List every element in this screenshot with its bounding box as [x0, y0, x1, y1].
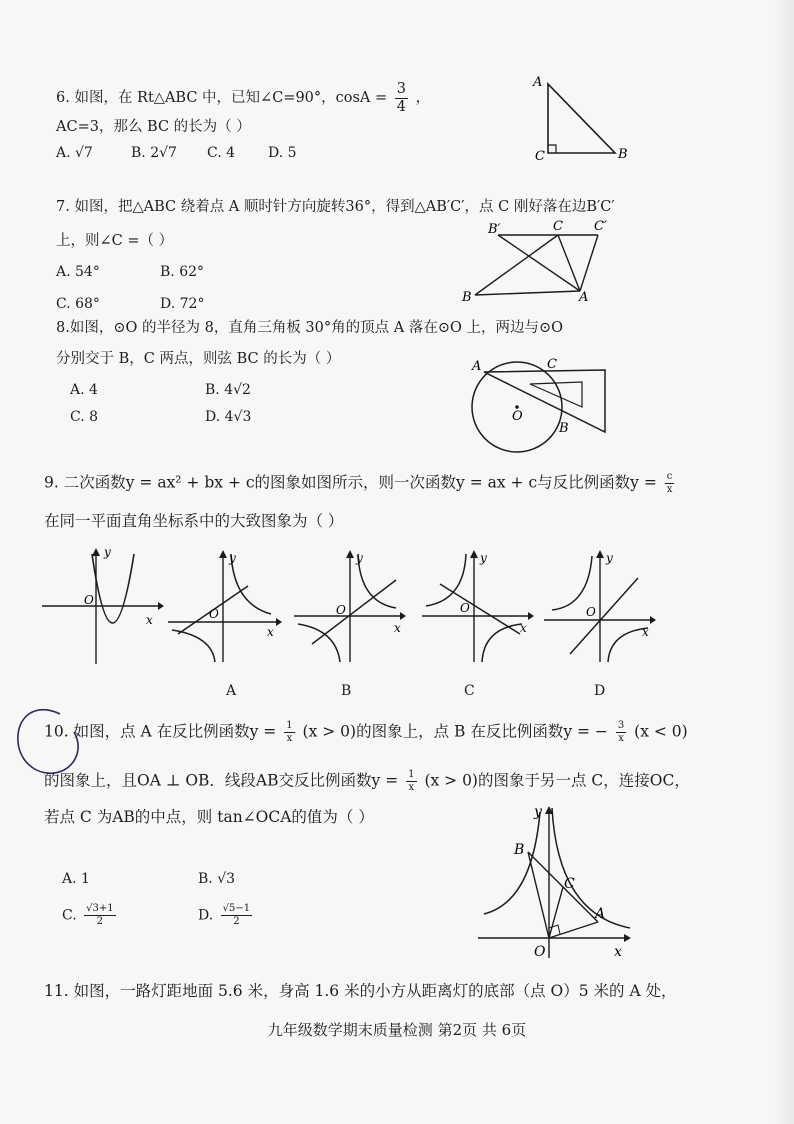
q10-line1-a: 10. 如图，点 A 在反比例函数y = [44, 722, 277, 741]
q9-line1-text: 9. 二次函数y = ax² + bx + c的图象如图所示，则一次函数y = ax + c与反比例函数y = [44, 473, 657, 492]
q10-line2-b: (x > 0)的图象于另一点 C，连接OC， [424, 771, 690, 790]
q9-gc-y-label: y [480, 551, 487, 565]
q10-option-c-frac [84, 904, 115, 927]
q6-frac-den: 4 [396, 98, 407, 115]
q6-line1-text: 6. 如图，在 Rt△ABC 中，已知∠C=90°，cosA = [56, 90, 388, 106]
q8-option-d: D. 4√3 [205, 409, 252, 425]
q10-line2 [44, 770, 690, 793]
q6-option-a: A. √7 [56, 145, 93, 161]
q9-g0-x-label: x [146, 613, 153, 627]
q10-label-c: C [564, 876, 575, 892]
q7-rotation-figure [455, 215, 625, 310]
q9-frac-den: x [666, 484, 673, 495]
q10-frac-3 [406, 770, 416, 793]
page-edge-shadow [772, 0, 794, 1124]
q7-option-c: C. 68° [56, 296, 100, 312]
q10-option-c-den: 2 [96, 916, 104, 927]
q9-choice-label-b: B [341, 683, 352, 699]
q9-gb-x-label: x [394, 621, 401, 635]
q9-gb-o-label: O [336, 603, 346, 617]
q9-gb-y-label: y [356, 551, 363, 565]
q6-label-b: B [618, 147, 628, 162]
q9-gd-y-label: y [606, 551, 613, 565]
q10-label-b: B [514, 842, 525, 858]
q7-line1: 7. 如图，把△ABC 绕着点 A 顺时针方向旋转36°，得到△AB′C′，点 C 刚好落在边B′C′ [56, 199, 615, 215]
q8-line1: 8.如图，⊙O 的半径为 8，直角三角板 30°角的顶点 A 落在⊙O 上，两边与⊙O [56, 320, 563, 336]
q6-option-b: B. 2√7 [131, 145, 177, 161]
q7-label-c: C [553, 219, 563, 234]
q9-gc-o-label: O [460, 601, 470, 615]
q10-frac-3-num: 1 [408, 769, 415, 780]
q8-option-b: B. 4√2 [205, 382, 251, 398]
q10-frac-2 [616, 721, 626, 744]
q9-line1 [44, 472, 677, 495]
q10-line3: 若点 C 为AB的中点，则 tan∠OCA的值为（ ） [44, 808, 374, 826]
q7-option-a: A. 54° [56, 264, 100, 280]
q9-gd-x-label: x [642, 625, 649, 639]
q6-line1-end: ， [415, 90, 431, 106]
q7-label-b-prime: B′ [488, 222, 501, 237]
q9-fraction [665, 472, 675, 495]
q10-label-o: O [534, 944, 546, 960]
q9-ga-o-label: O [209, 607, 219, 621]
q7-option-b: B. 62° [160, 264, 205, 280]
q9-choice-label-c: C [464, 683, 475, 699]
q8-label-o: O [512, 409, 523, 424]
q6-line1 [56, 82, 430, 114]
q10-option-c-num: √3+1 [86, 903, 114, 914]
q6-line2: AC=3，那么 BC 的长为（ ） [56, 119, 251, 135]
q8-label-b: B [559, 421, 569, 436]
q10-option-d-num: √5−1 [222, 903, 251, 914]
q10-label-a: A [595, 906, 606, 922]
q10-option-c-letter: C. [62, 907, 77, 924]
q6-option-c: C. 4 [207, 145, 236, 161]
q9-ga-x-label: x [267, 625, 274, 639]
q6-fraction [395, 82, 408, 114]
q10-line2-a: 的图象上，且OA ⊥ OB．线段AB交反比例函数y = [44, 771, 399, 790]
q9-choice-label-a: A [226, 683, 237, 699]
q9-gc-x-label: x [520, 621, 527, 635]
q6-label-a: A [533, 75, 543, 90]
q9-g0-o-label: O [84, 593, 94, 607]
q7-label-c-prime: C′ [594, 219, 607, 234]
q10-frac-2-den: x [618, 733, 624, 744]
q10-frac-1 [284, 721, 294, 744]
q8-label-a: A [472, 359, 482, 374]
q10-frac-3-den: x [408, 782, 415, 793]
q10-line1 [44, 721, 688, 744]
q6-label-c: C [535, 149, 545, 164]
q8-line2: 分别交于 B，C 两点，则弦 BC 的长为（ ） [56, 351, 341, 367]
q9-graph-c [420, 544, 535, 666]
q10-label-x: x [614, 944, 622, 960]
q9-gd-o-label: O [586, 605, 596, 619]
q10-option-d-den: 2 [233, 916, 240, 927]
q10-frac-2-num: 3 [617, 720, 625, 731]
q8-option-a: A. 4 [70, 382, 98, 398]
q8-option-c: C. 8 [70, 409, 99, 425]
q11-line1: 11. 如图，一路灯距地面 5.6 米，身高 1.6 米的小方从距离灯的底部（点 O）5 米的 A 处， [44, 982, 677, 1000]
q10-line1-b: (x > 0)的图象上，点 B 在反比例函数y = − [302, 722, 608, 741]
q6-frac-num: 3 [396, 81, 407, 97]
q7-option-d: D. 72° [160, 296, 205, 312]
q10-label-y: y [534, 804, 542, 820]
q7-line2: 上，则∠C =（ ） [56, 233, 174, 249]
q9-g0-y-label: y [104, 545, 111, 559]
q9-graph-b [292, 544, 407, 666]
q9-graph-a [168, 544, 283, 666]
q10-frac-1-num: 1 [286, 720, 293, 731]
q7-label-b: B [462, 290, 472, 305]
q10-option-a: A. 1 [62, 871, 90, 887]
q10-option-c [62, 904, 119, 927]
q6-triangle-figure [530, 72, 640, 167]
q9-line2: 在同一平面直角坐标系中的大致图象为（ ） [44, 512, 344, 530]
q10-line1-c: (x < 0) [634, 722, 688, 741]
page-footer: 九年级数学期末质量检测 第2页 共 6页 [267, 1021, 527, 1039]
q10-option-d-frac [221, 904, 252, 927]
q10-option-b: B. √3 [198, 871, 236, 887]
q9-ga-y-label: y [229, 551, 236, 565]
q9-graph-d [542, 544, 657, 666]
q9-frac-num: c [666, 471, 673, 482]
q9-parabola-graph [40, 544, 165, 666]
q9-choice-label-d: D [594, 683, 606, 699]
q10-option-d [198, 904, 255, 927]
q7-label-a: A [579, 290, 589, 305]
q10-hyperbola-figure [474, 798, 642, 964]
q8-label-c: C [547, 357, 557, 372]
q8-circle-figure [462, 352, 617, 457]
q10-frac-1-den: x [286, 733, 293, 744]
q10-option-d-letter: D. [198, 907, 214, 924]
q6-option-d: D. 5 [268, 145, 297, 161]
